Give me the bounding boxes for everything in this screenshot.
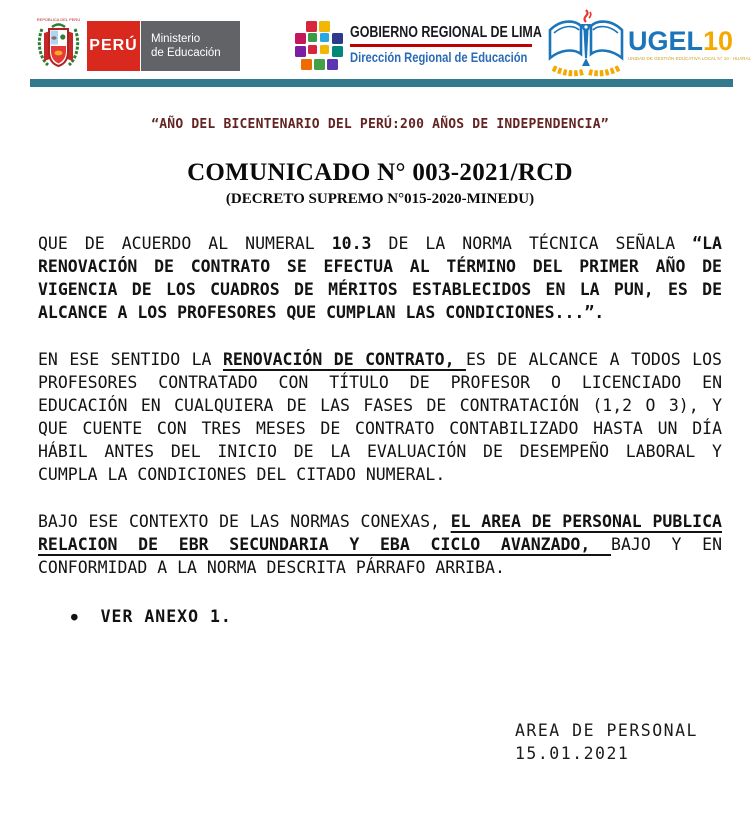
p2-highlight: RENOVACIÓN DE CONTRATO,: [222, 350, 466, 369]
institutional-header: [0, 0, 753, 88]
document-body: [0, 88, 753, 765]
peru-coat-of-arms-icon: [34, 13, 83, 71]
ministry-line2: de Educación: [151, 47, 221, 59]
gobierno-regional-title: GOBIERNO REGIONAL DE LIMA: [350, 24, 542, 41]
p2-post: ES DE ALCANCE A TODOS LOS PROFESORES CONTRATADO CON TÍTULO DE PROFESOR O LICENCIADO EN EDUCACIÓN EN CUALQUIERA DE LAS FASES DE CONTRATACIÓN (1,2 O 3), Y QUE CUENTE CON TRES MESES DE CONTRATO CONTABILIZADO HASTA UN DÍA HÁBIL ANTES DEL INICIO DE LA EVALUACIÓN DE DESEMPEÑO LABORAL Y CUMPLA LA CONDICIONES DEL CITADO NUMERAL.: [38, 350, 722, 484]
paragraph-2: [38, 348, 722, 486]
signature-office: AREA DE PERSONAL: [515, 721, 698, 740]
ugel-tagline: UNIDAD DE GESTIÓN EDUCATIVA LOCAL N° 10 - HUARAL: [628, 56, 751, 61]
gobierno-regional-text-block: [350, 24, 540, 65]
page-title: COMUNICADO N° 003-2021/RCD: [187, 159, 573, 186]
annex-bullet-label: VER ANEXO 1.: [100, 607, 232, 626]
year-motto: “AÑO DEL BICENTENARIO DEL PERÚ:200 AÑOS DE INDEPENDENCIA”: [151, 117, 609, 132]
signature-date: 15.01.2021: [515, 744, 630, 763]
peru-brand-box: [87, 21, 140, 71]
p1-quote: “LA RENOVACIÓN DE CONTRATO SE EFECTUA AL TÉRMINO DEL PRIMER AÑO DE VIGENCIA DE LOS CUADROS DE MÉRITOS ESTABLECIDOS EN LA PUN, ES DE ALCANCE A LOS PROFESORES QUE CUMPLAN LAS CONDICIONES...”.: [38, 234, 722, 322]
ugel10-text-block: [628, 26, 751, 61]
p2-pre: EN ESE SENTIDO LA: [38, 350, 223, 369]
ugel-acronym: UGEL: [628, 26, 704, 56]
p1-numeral: 10.3: [331, 234, 372, 253]
ugel10-logo-icon: [543, 6, 629, 78]
gobierno-regional-underline: [350, 44, 532, 47]
p3-pre: BAJO ESE CONTEXTO DE LAS NORMAS CONEXAS,: [38, 512, 451, 531]
ministry-box: [141, 21, 240, 71]
p3-highlight: EL AREA DE PERSONAL PUBLICA RELACION DE EBR SECUNDARIA Y EBA CICLO AVANZADO,: [38, 512, 722, 554]
peru-brand-label: PERÚ: [89, 37, 138, 54]
paragraph-3: [38, 510, 722, 579]
signature-block: [515, 719, 722, 765]
gobierno-regional-subtitle: Dirección Regional de Educación: [350, 49, 528, 65]
header-divider-bar: [30, 79, 733, 87]
paragraph-1: [38, 232, 722, 324]
ministry-line1: Ministerio: [151, 33, 201, 45]
page-subtitle: (DECRETO SUPREMO N°015-2020-MINEDU): [225, 191, 535, 207]
p1-pre: QUE DE ACUERDO AL NUMERAL: [38, 234, 332, 253]
p3-post: BAJO Y EN CONFORMIDAD A LA NORMA DESCRITA PÁRRAFO ARRIBA.: [38, 535, 723, 577]
p1-mid: DE LA NORMA TÉCNICA SEÑALA: [371, 234, 693, 253]
gobierno-regional-lima-logo-icon: [293, 20, 345, 75]
bullet-icon: ●: [71, 610, 79, 623]
annex-bullet-item: [71, 607, 722, 626]
coat-of-arms-text: REPÚBLICA DEL PERÚ: [36, 17, 81, 22]
ugel-number: 10: [703, 26, 734, 56]
